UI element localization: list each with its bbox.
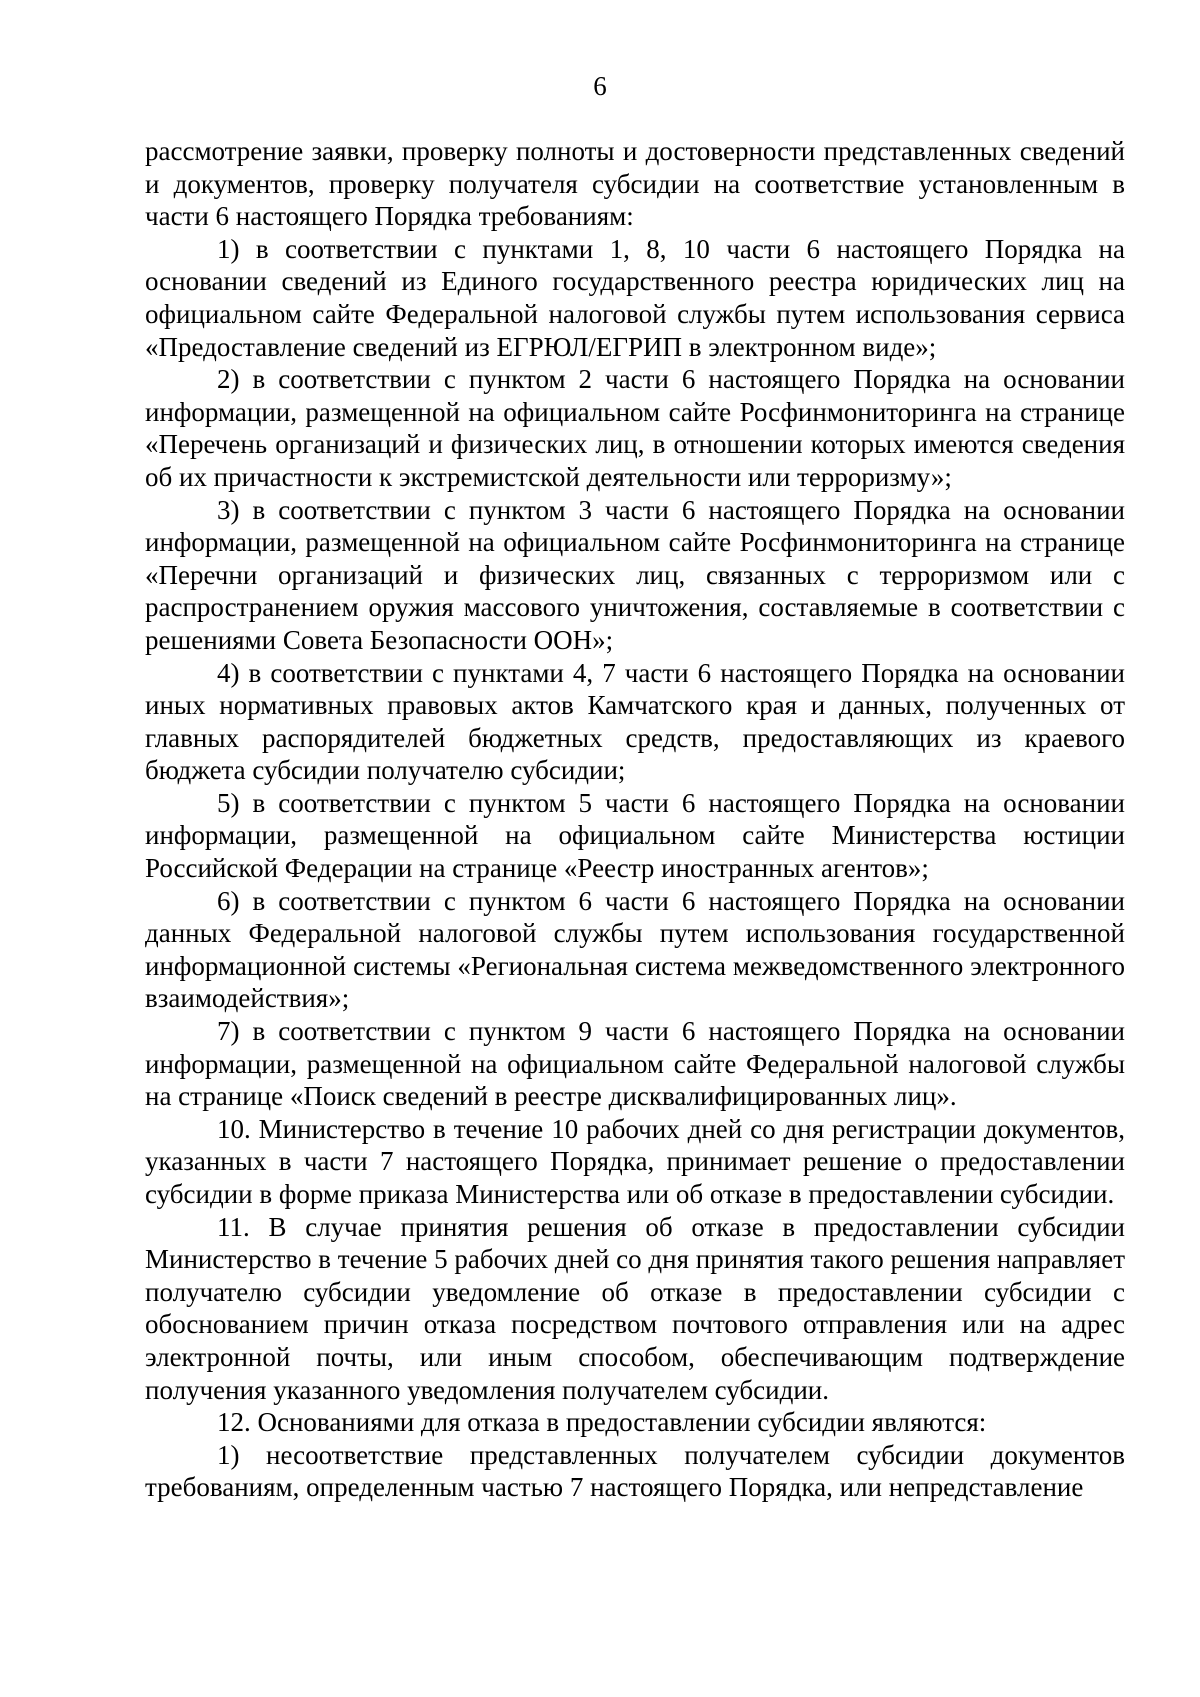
paragraph-clause-12-item-1: 1) несоответствие представленных получателем субсидии документов требованиям, определенным частью 7 настоящего Порядка, или непредставление <box>145 1439 1125 1503</box>
paragraph-item-1: 1) в соответствии с пунктами 1, 8, 10 части 6 настоящего Порядка на основании сведений из Единого государственного реестра юридических лиц на официальном сайте Федеральной налоговой службы путем использования сервиса «Предоставление сведений из ЕГРЮЛ/ЕГРИП в электронном виде»; <box>145 233 1125 362</box>
paragraph-item-2: 2) в соответствии с пунктом 2 части 6 настоящего Порядка на основании информации, размещенной на официальном сайте Росфинмониторинга на странице «Перечень организаций и физических лиц, в отношении которых имеются сведения об их причастности к экстремистской деятельности или терроризму»; <box>145 364 1125 492</box>
paragraph-clause-10: 10. Министерство в течение 10 рабочих дней со дня регистрации документов, указанных в части 7 настоящего Порядка, принимает решение о предоставлении субсидии в форме приказа Министерства или об отказе в предоставлении субсидии. <box>145 1113 1125 1209</box>
paragraph-item-6: 6) в соответствии с пунктом 6 части 6 настоящего Порядка на основании данных Федеральной налоговой службы путем использования государственной информационной системы «Региональная система межведомственного электронного взаимодействия»; <box>145 885 1125 1014</box>
paragraph-item-4: 4) в соответствии с пунктами 4, 7 части 6 настоящего Порядка на основании иных нормативных правовых актов Камчатского края и данных, полученных от главных распорядителей бюджетных средств, предоставляющих из краевого бюджета субсидии получателю субсидии; <box>145 657 1125 786</box>
document-body <box>145 135 1125 1504</box>
paragraph-clause-12: 12. Основаниями для отказа в предоставлении субсидии являются: <box>217 1407 987 1438</box>
page-number: 6 <box>593 71 607 101</box>
paragraph-item-5: 5) в соответствии с пунктом 5 части 6 настоящего Порядка на основании информации, размещенной на официальном сайте Министерства юстиции Российской Федерации на странице «Реестр иностранных агентов»; <box>145 787 1125 884</box>
paragraph-item-3: 3) в соответствии с пунктом 3 части 6 настоящего Порядка на основании информации, размещенной на официальном сайте Росфинмониторинга на странице «Перечни организаций и физических лиц, связанных с терроризмом или с распространением оружия массового уничтожения, составляемые в соответствии с решениями Совета Безопасности ООН»; <box>145 494 1125 655</box>
paragraph-item-7: 7) в соответствии с пунктом 9 части 6 настоящего Порядка на основании информации, размещенной на официальном сайте Федеральной налоговой службы на странице «Поиск сведений в реестре дисквалифицированных лиц». <box>145 1016 1125 1112</box>
paragraph-clause-11: 11. В случае принятия решения об отказе в предоставлении субсидии Министерство в течение 5 рабочих дней со дня принятия такого решения направляет получателю субсидии уведомление об отказе в предоставлении субсидии с обоснованием причин отказа посредством почтового отправления или на адрес электронной почты, или иным способом, обеспечивающим подтверждение получения указанного уведомления получателем субсидии. <box>145 1211 1125 1405</box>
paragraph-intro: рассмотрение заявки, проверку полноты и достоверности представленных сведений и документов, проверку получателя субсидии на соответствие установленным в части 6 настоящего Порядка требованиям: <box>145 136 1125 232</box>
